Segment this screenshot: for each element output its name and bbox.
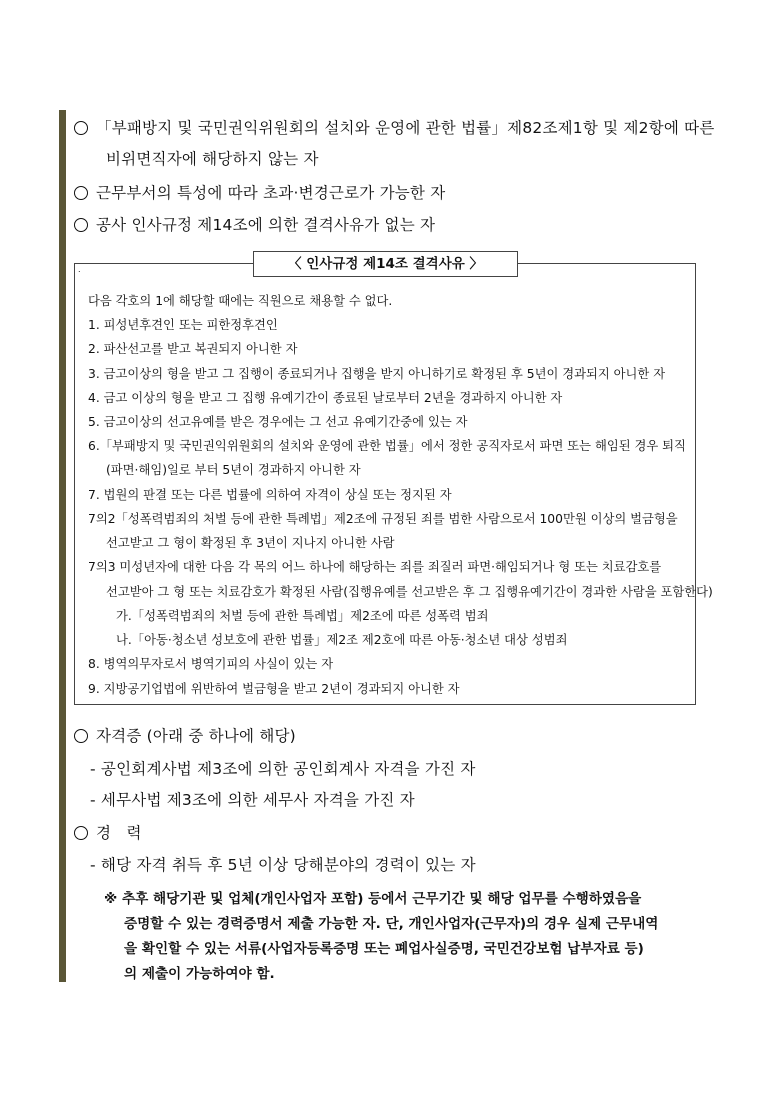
box-line: 6.「부패방지 및 국민권익위원회의 설치와 운영에 관한 법률」에서 정한 공직자로서 파면 또는 해임된 경우 퇴직 [88, 439, 686, 453]
box-line: 선고받고 그 형이 확정된 후 3년이 지나지 아니한 사람 [106, 536, 395, 550]
box-title: 〈 인사규정 제14조 결격사유 〉 [253, 251, 518, 277]
circle-bullet-icon [74, 218, 88, 232]
box-line: 8. 병역의무자로서 병역기피의 사실이 있는 자 [88, 657, 334, 671]
cert-heading-text: 자격증 (아래 중 하나에 해당) [96, 727, 296, 745]
career-heading-text: 경 력 [96, 824, 142, 842]
requirement-2-text: 근무부서의 특성에 따라 초과·변경근로가 가능한 자 [96, 184, 446, 202]
cert-heading [74, 724, 296, 746]
note-line: ※ 추후 해당기관 및 업체(개인사업자 포함) 등에서 근무기간 및 해당 업무를 수행하였음을 [104, 891, 642, 907]
career-heading [74, 821, 142, 843]
requirement-1-text: 「부패방지 및 국민권익위원회의 설치와 운영에 관한 법률」제82조제1항 및 제2항에 따른 [96, 119, 715, 137]
box-line: 7의3 미성년자에 대한 다음 각 목의 어느 하나에 해당하는 죄를 죄질러 파면·해임되거나 형 또는 치료감호를 [88, 560, 662, 574]
requirement-3 [74, 213, 435, 235]
circle-bullet-icon [74, 729, 88, 743]
requirement-2 [74, 181, 445, 203]
box-line: 3. 금고이상의 형을 받고 그 집행이 종료되거나 집행을 받지 아니하기로 확정된 후 5년이 경과되지 아니한 자 [88, 367, 666, 381]
box-line: 2. 파산선고를 받고 복권되지 아니한 자 [88, 342, 298, 356]
circle-bullet-icon [74, 121, 88, 135]
circle-bullet-icon [74, 826, 88, 840]
box-line: (파면·해임)일로 부터 5년이 경과하지 아니한 자 [106, 463, 361, 477]
circle-bullet-icon [74, 186, 88, 200]
requirement-1-cont: 비위면직자에 해당하지 않는 자 [106, 150, 319, 168]
box-line: 선고받아 그 형 또는 치료감호가 확정된 사람(집행유예를 선고받은 후 그 집행유예기간이 경과한 사람을 포함한다) [106, 585, 713, 599]
box-line: 7. 법원의 판결 또는 다른 법률에 의하여 자격이 상실 또는 정지된 자 [88, 488, 452, 502]
box-line: 5. 금고이상의 선고유예를 받은 경우에는 그 선고 유예기간중에 있는 자 [88, 415, 468, 429]
note-line: 증명할 수 있는 경력증명서 제출 가능한 자. 단, 개인사업자(근무자)의 경우 실제 근무내역 [124, 916, 659, 932]
left-margin-bar [59, 110, 66, 982]
cert-item-1: - 공인회계사법 제3조에 의한 공인회계사 자격을 가진 자 [90, 760, 476, 778]
cert-item-2: - 세무사법 제3조에 의한 세무사 자격을 가진 자 [90, 791, 415, 809]
career-item-1: - 해당 자격 취득 후 5년 이상 당해분야의 경력이 있는 자 [90, 856, 476, 874]
note-line: 의 제출이 가능하여야 함. [124, 966, 275, 982]
box-dot: . [78, 265, 81, 274]
box-line: 1. 피성년후견인 또는 피한정후견인 [88, 318, 278, 332]
note-line: 을 확인할 수 있는 서류(사업자등록증명 또는 폐업사실증명, 국민건강보험 납부자료 등) [124, 941, 644, 957]
box-line: 7의2「성폭력범죄의 처벌 등에 관한 특례법」제2조에 규정된 죄를 범한 사람으로서 100만원 이상의 벌금형을 [88, 512, 678, 526]
requirement-1 [74, 116, 715, 138]
requirement-3-text: 공사 인사규정 제14조에 의한 결격사유가 없는 자 [96, 216, 436, 234]
box-line: 다음 각호의 1에 해당할 때에는 직원으로 채용할 수 없다. [88, 294, 393, 308]
box-line: 4. 금고 이상의 형을 받고 그 집행 유예기간이 종료된 날로부터 2년을 경과하지 아니한 자 [88, 391, 563, 405]
box-line: 나.「아동·청소년 성보호에 관한 법률」제2조 제2호에 따른 아동·청소년 대상 성범죄 [116, 633, 568, 647]
box-line: 9. 지방공기업법에 위반하여 벌금형을 받고 2년이 경과되지 아니한 자 [88, 682, 460, 696]
box-line: 가.「성폭력범죄의 처벌 등에 관한 특례법」제2조에 따른 성폭력 범죄 [116, 609, 489, 623]
